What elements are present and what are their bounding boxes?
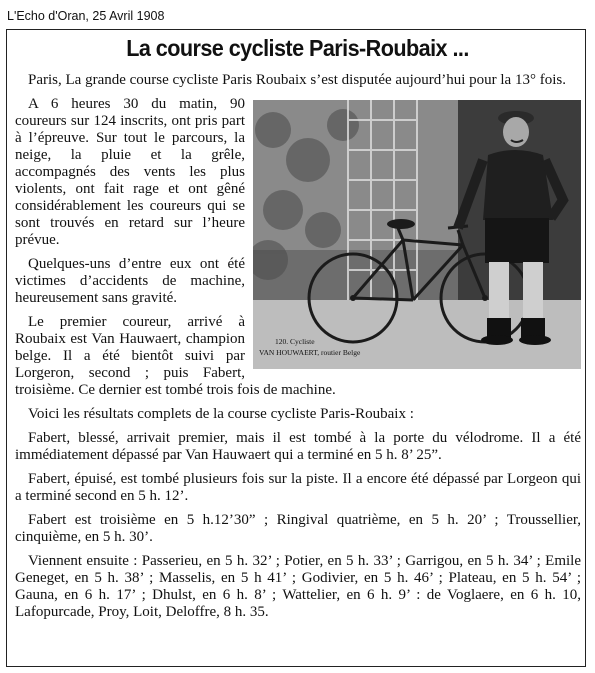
paragraph-9: Viennent ensuite : Passerieu, en 5 h. 32’ ; Potier, en 5 h. 33’ ; Garrigou, en 5 h. 34’ ; Emile Geneget, en 5 h. 38’ ; Masselis, en 5 h 41’ ; Godivier, en 5 h. 46’ ; Plateau, en 5 h. 54’ ; Gauna, en 6 h. 17’ ; Dhulst, en 6 h. 8’ ; Wattelier, en 6 h. 9’ : de Voglaere, en 6 h. 10, Lafopurcade, Proy, Loit, Deloffre, 8 h. 35.: [15, 553, 581, 620]
paragraph-5: Voici les résultats complets de la course cycliste Paris-Roubaix :: [28, 406, 414, 422]
cyclist-photo: [253, 100, 581, 369]
paragraph-8: Fabert est troisième en 5 h.12’30” ; Ringival quatrième, en 5 h. 20’ ; Troussellier, cinquième, en 5 h. 30’.: [15, 512, 581, 545]
paragraph-6: Fabert, blessé, arrivait premier, mais il est tombé à la porte du vélodrome. Il a été immédiatement dépassé par Van Hauwaert qui a terminé en 5 h. 8’ 25”.: [15, 430, 581, 463]
article-body: [15, 72, 581, 628]
newspaper-source: L'Echo d'Oran, 25 Avril 1908: [7, 9, 165, 23]
paragraph-3: Quelques-uns d’entre eux ont été victimes d’accidents de machine, heureusement sans gravité.: [15, 256, 245, 306]
paragraph-4: Le premier coureur, arrivé à Roubaix est Van Hauwaert, champion belge. Il a été bientôt suivi par Lorgeron, second ; puis Fabert, troisième. Ce dernier est tombé trois fois de machine.: [15, 314, 336, 398]
photo-caption-name: VAN HOUWAERT, routier Belge: [259, 348, 361, 357]
photo-caption-number: 120. Cycliste: [275, 337, 315, 346]
paragraph-1: Paris, La grande course cycliste Paris Roubaix s’est disputée aujourd’hui pour la 13° fois.: [28, 72, 566, 88]
headline: La course cycliste Paris-Roubaix ...: [126, 35, 469, 61]
paragraph-7: Fabert, épuisé, est tombé plusieurs fois sur la piste. Il a encore été dépassé par Lorgeon qui a terminé second en 5 h. 12’.: [15, 471, 581, 504]
cyclist-photo-icon: [253, 100, 581, 369]
paragraph-2: A 6 heures 30 du matin, 90 coureurs sur 124 inscrits, ont pris part à l’épreuve. Sur tout le parcours, la neige, la pluie et la grêle, accompagnés des vents les plus violents, ont fait rage et ont gêné considérablement les coureurs qui se sont trouvés en retard sur l’heure prévue.: [15, 96, 245, 248]
